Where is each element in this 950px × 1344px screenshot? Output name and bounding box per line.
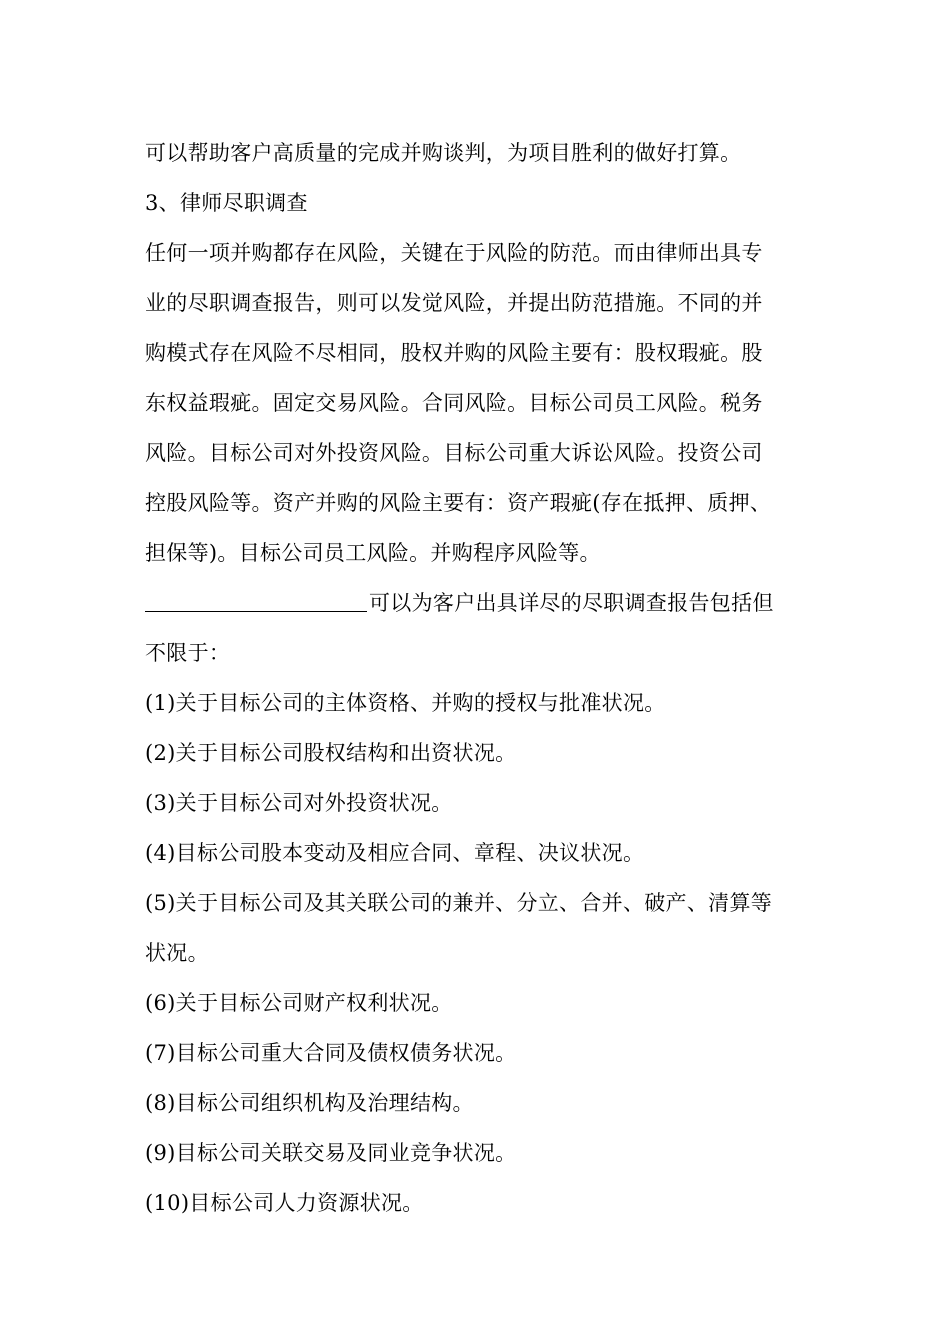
paragraph-line: 业的尽职调查报告，则可以发觉风险，并提出防范措施。不同的并 xyxy=(145,291,763,315)
document-body xyxy=(145,128,810,1228)
list-item: (2)关于目标公司股权结构和出资状况。 xyxy=(145,741,517,765)
paragraph-line: 风险。目标公司对外投资风险。目标公司重大诉讼风险。投资公司 xyxy=(145,441,763,465)
fill-in-blank xyxy=(145,610,367,612)
list-item: (9)目标公司关联交易及同业竞争状况。 xyxy=(145,1141,517,1165)
list-item: (8)目标公司组织机构及治理结构。 xyxy=(145,1091,474,1115)
paragraph-line: 控股风险等。资产并购的风险主要有：资产瑕疵(存在抵押、质押、 xyxy=(145,491,772,515)
list-item: (3)关于目标公司对外投资状况。 xyxy=(145,791,453,815)
list-item: (6)关于目标公司财产权利状况。 xyxy=(145,991,453,1015)
list-item: (7)目标公司重大合同及债权债务状况。 xyxy=(145,1041,517,1065)
list-item: (5)关于目标公司及其关联公司的兼并、分立、合并、破产、清算等 xyxy=(145,891,773,915)
list-item-continuation: 状况。 xyxy=(145,941,209,965)
list-item: (1)关于目标公司的主体资格、并购的授权与批准状况。 xyxy=(145,691,666,715)
paragraph-line: 东权益瑕疵。固定交易风险。合同风险。目标公司员工风险。税务 xyxy=(145,391,763,415)
paragraph-line: 可以帮助客户高质量的完成并购谈判，为项目胜利的做好打算。 xyxy=(145,141,742,165)
blank-fill-line xyxy=(145,578,810,628)
paragraph-line: 不限于： xyxy=(145,641,231,665)
list-item: (10)目标公司人力资源状况。 xyxy=(145,1191,424,1215)
paragraph-line: 任何一项并购都存在风险，关键在于风险的防范。而由律师出具专 xyxy=(145,241,763,265)
list-item: (4)目标公司股本变动及相应合同、章程、决议状况。 xyxy=(145,841,645,865)
paragraph-line: 购模式存在风险不尽相同，股权并购的风险主要有：股权瑕疵。股 xyxy=(145,341,763,365)
paragraph-line: 担保等)。目标公司员工风险。并购程序风险等。 xyxy=(145,541,601,565)
section-heading: 3、律师尽职调查 xyxy=(145,191,308,215)
paragraph-text: 可以为客户出具详尽的尽职调查报告包括但 xyxy=(369,591,774,615)
